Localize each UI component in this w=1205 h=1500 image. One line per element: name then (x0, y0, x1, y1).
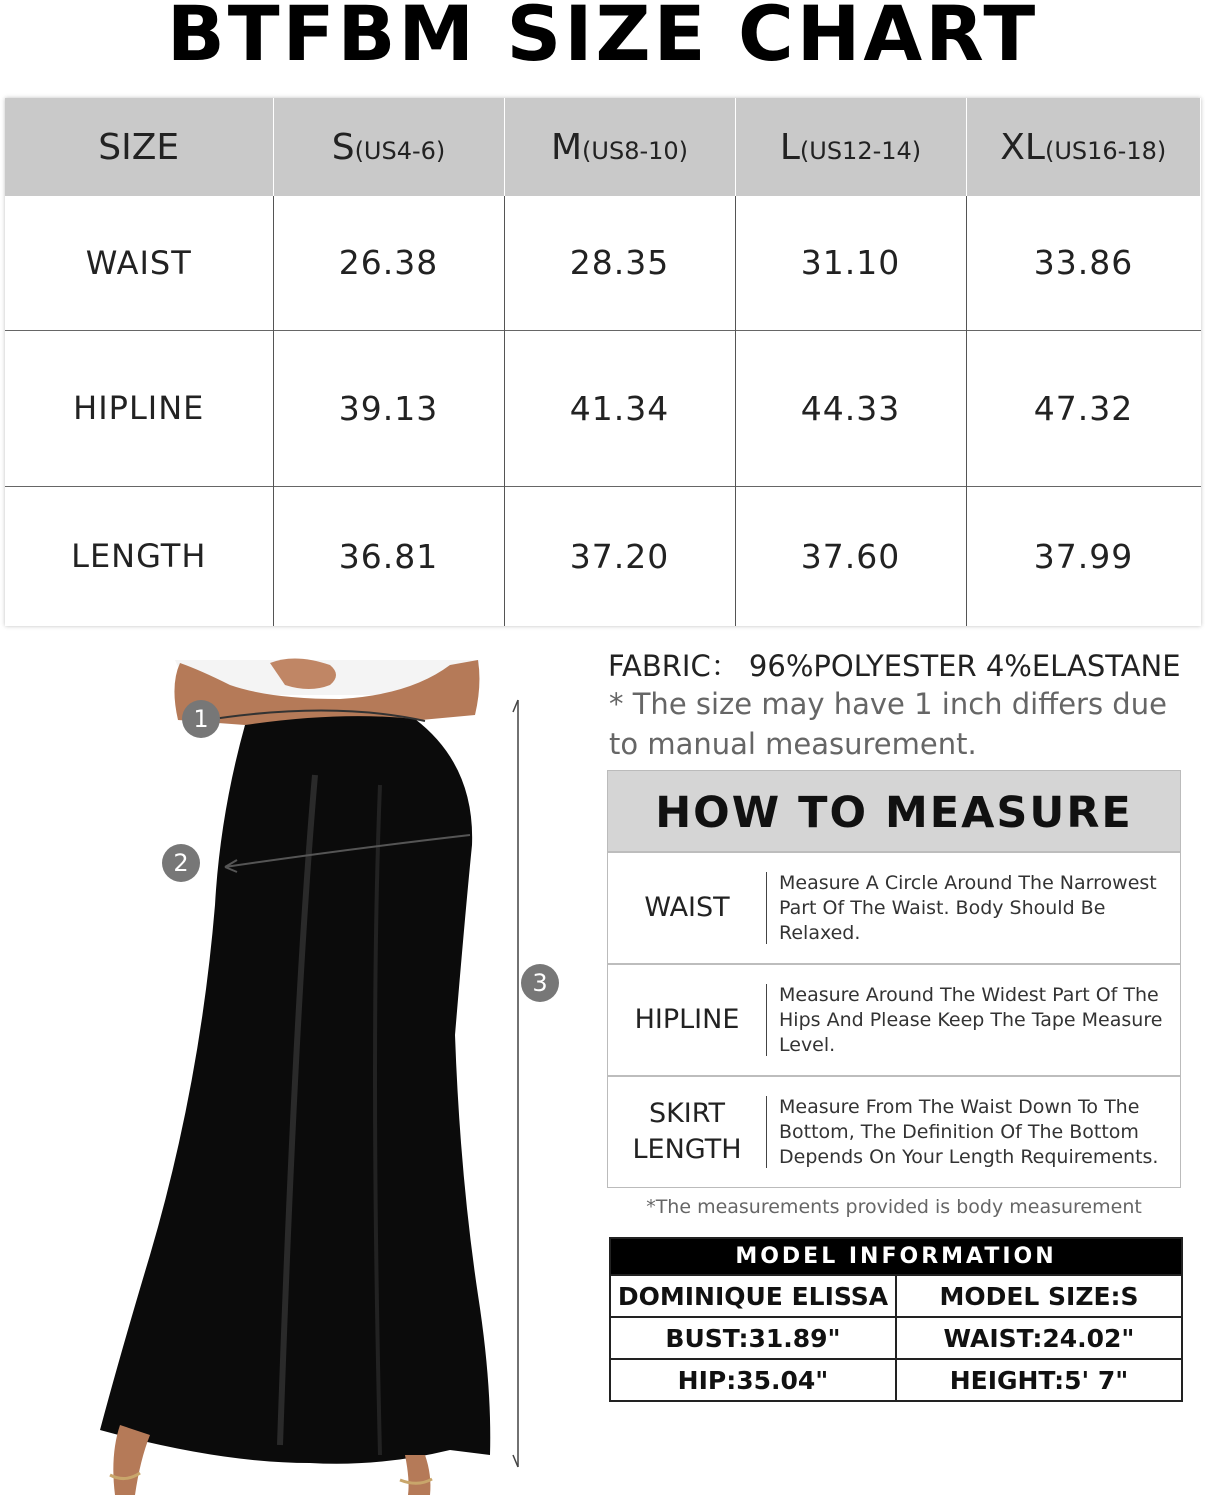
measure-label: SKIRT LENGTH (632, 1098, 742, 1165)
table-row (5, 486, 1201, 626)
header-s: S(US4-6) (273, 98, 504, 196)
table-cell: 37.20 (504, 486, 735, 626)
table-row (5, 196, 1201, 330)
table-cell: 28.35 (504, 196, 735, 330)
model-height: HEIGHT:5' 7" (896, 1359, 1182, 1401)
table-cell: 33.86 (1033, 243, 1134, 283)
table-row (610, 1359, 1182, 1401)
table-cell: 47.32 (966, 330, 1201, 486)
skirt-illustration (80, 655, 580, 1500)
skirt-figure-image (80, 655, 580, 1500)
how-to-measure-heading: HOW TO MEASURE (608, 771, 1180, 851)
header-xl: XL(US16-18) (966, 98, 1201, 196)
measure-desc: Measure A Circle Around The Narrowest Part Of The Waist. Body Should Be Relaxed. (779, 871, 1157, 944)
fabric-info: FABRIC： 96%POLYESTER 4%ELASTANE (608, 649, 1181, 683)
size-note: * The size may have 1 inch differs due to manual measurement. (609, 687, 1167, 761)
header-m: M(US8-10) (504, 98, 735, 196)
table-cell: 41.34 (504, 330, 735, 486)
header-size: SIZE (5, 98, 273, 196)
model-hip: HIP:35.04" (610, 1359, 896, 1401)
row-label-hipline: HIPLINE (5, 330, 273, 486)
table-row (5, 330, 1201, 486)
measure-row-hipline (608, 963, 1180, 1075)
measure-footnote: *The measurements provided is body measurement (646, 1196, 1142, 1218)
table-cell: 39.13 (273, 330, 504, 486)
measure-desc: Measure Around The Widest Part Of The Hips And Please Keep The Tape Measure Level. (779, 983, 1163, 1056)
size-chart-table (5, 98, 1201, 626)
table-cell: 37.99 (966, 486, 1201, 626)
badge-1: 1 (182, 700, 220, 738)
table-row (610, 1275, 1182, 1317)
badge-2: 2 (162, 844, 200, 882)
measure-row-waist (608, 851, 1180, 963)
model-info-table (609, 1237, 1183, 1402)
table-cell: 44.33 (735, 330, 966, 486)
model-size: MODEL SIZE:S (896, 1275, 1182, 1317)
badge-3: 3 (521, 964, 559, 1002)
table-cell: 26.38 (273, 196, 504, 330)
header-l: L(US12-14) (735, 98, 966, 196)
measure-label: HIPLINE (634, 1004, 740, 1035)
measure-desc: Measure From The Waist Down To The Bottom, The Definition Of The Bottom Depends On Your Length Requirements. (779, 1095, 1159, 1168)
table-cell: 37.60 (735, 486, 966, 626)
table-row (610, 1317, 1182, 1359)
model-waist: WAIST:24.02" (896, 1317, 1182, 1359)
model-info-heading: MODEL INFORMATION (610, 1238, 1182, 1275)
page-title: BTFBM SIZE CHART (166, 0, 1039, 78)
how-to-measure-box (607, 770, 1181, 1188)
measure-label: WAIST (644, 892, 730, 923)
size-header-row (5, 98, 1201, 196)
table-cell: 36.81 (273, 486, 504, 626)
row-label-length: LENGTH (5, 486, 273, 626)
measure-row-length (608, 1075, 1180, 1187)
model-bust: BUST:31.89" (610, 1317, 896, 1359)
model-name: DOMINIQUE ELISSA (610, 1275, 896, 1317)
table-cell: 31.10 (735, 196, 966, 330)
row-label-waist: WAIST (5, 196, 273, 330)
